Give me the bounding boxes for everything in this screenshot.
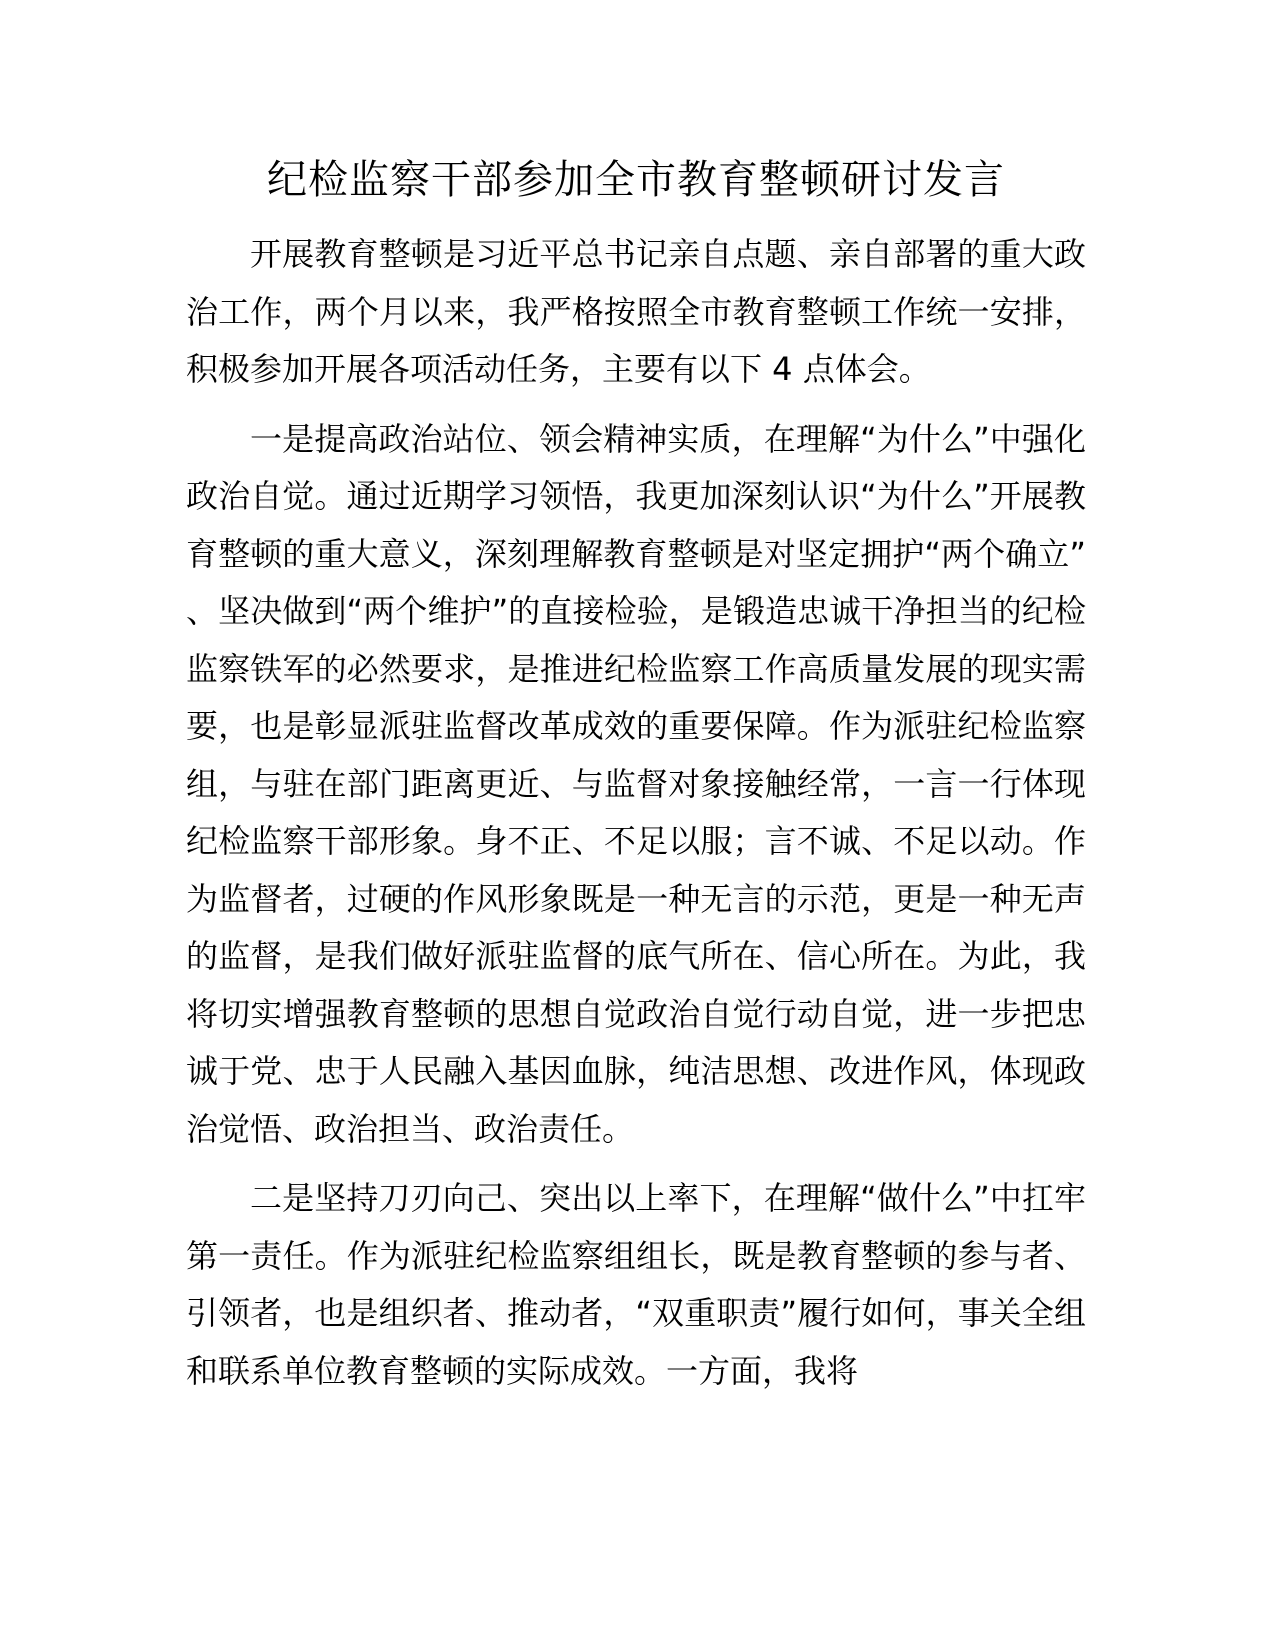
document-body: [186, 226, 1086, 1412]
document-title: 纪检监察干部参加全市教育整顿研讨发言: [267, 157, 1005, 203]
paragraph-point-one: 一是提高政治站位、领会精神实质，在理解“为什么”中强化政治自觉。通过近期学习领悟，我更加深刻认识“为什么”开展教育整顿的重大意义，深刻理解教育整顿是对坚定拥护“两个确立”、坚决做到“两个维护”的直接检验，是锻造忠诚干净担当的纪检监察铁军的必然要求，是推进纪检监察工作高质量发展的现实需要，也是彰显派驻监督改革成效的重要保障。作为派驻纪检监察组，与驻在部门距离更近、与监督对象接触经常，一言一行体现纪检监察干部形象。身不正、不足以服；言不诚、不足以动。作为监督者，过硬的作风形象既是一种无言的示范，更是一种无声的监督，是我们做好派驻监督的底气所在、信心所在。为此，我将切实增强教育整顿的思想自觉政治自觉行动自觉，进一步把忠诚于党、忠于人民融入基因血脉，纯洁思想、改进作风，体现政治觉悟、政治担当、政治责任。: [186, 419, 1086, 1148]
paragraph-point-two: 二是坚持刀刃向己、突出以上率下，在理解“做什么”中扛牢第一责任。作为派驻纪检监察组组长，既是教育整顿的参与者、引领者，也是组织者、推动者，“双重职责”履行如何，事关全组和联系单位教育整顿的实际成效。一方面，我将: [186, 1179, 1086, 1390]
paragraph-intro: 开展教育整顿是习近平总书记亲自点题、亲自部署的重大政治工作，两个月以来，我严格按照全市教育整顿工作统一安排，积极参加开展各项活动任务，主要有以下 4 点体会。: [186, 235, 1086, 388]
